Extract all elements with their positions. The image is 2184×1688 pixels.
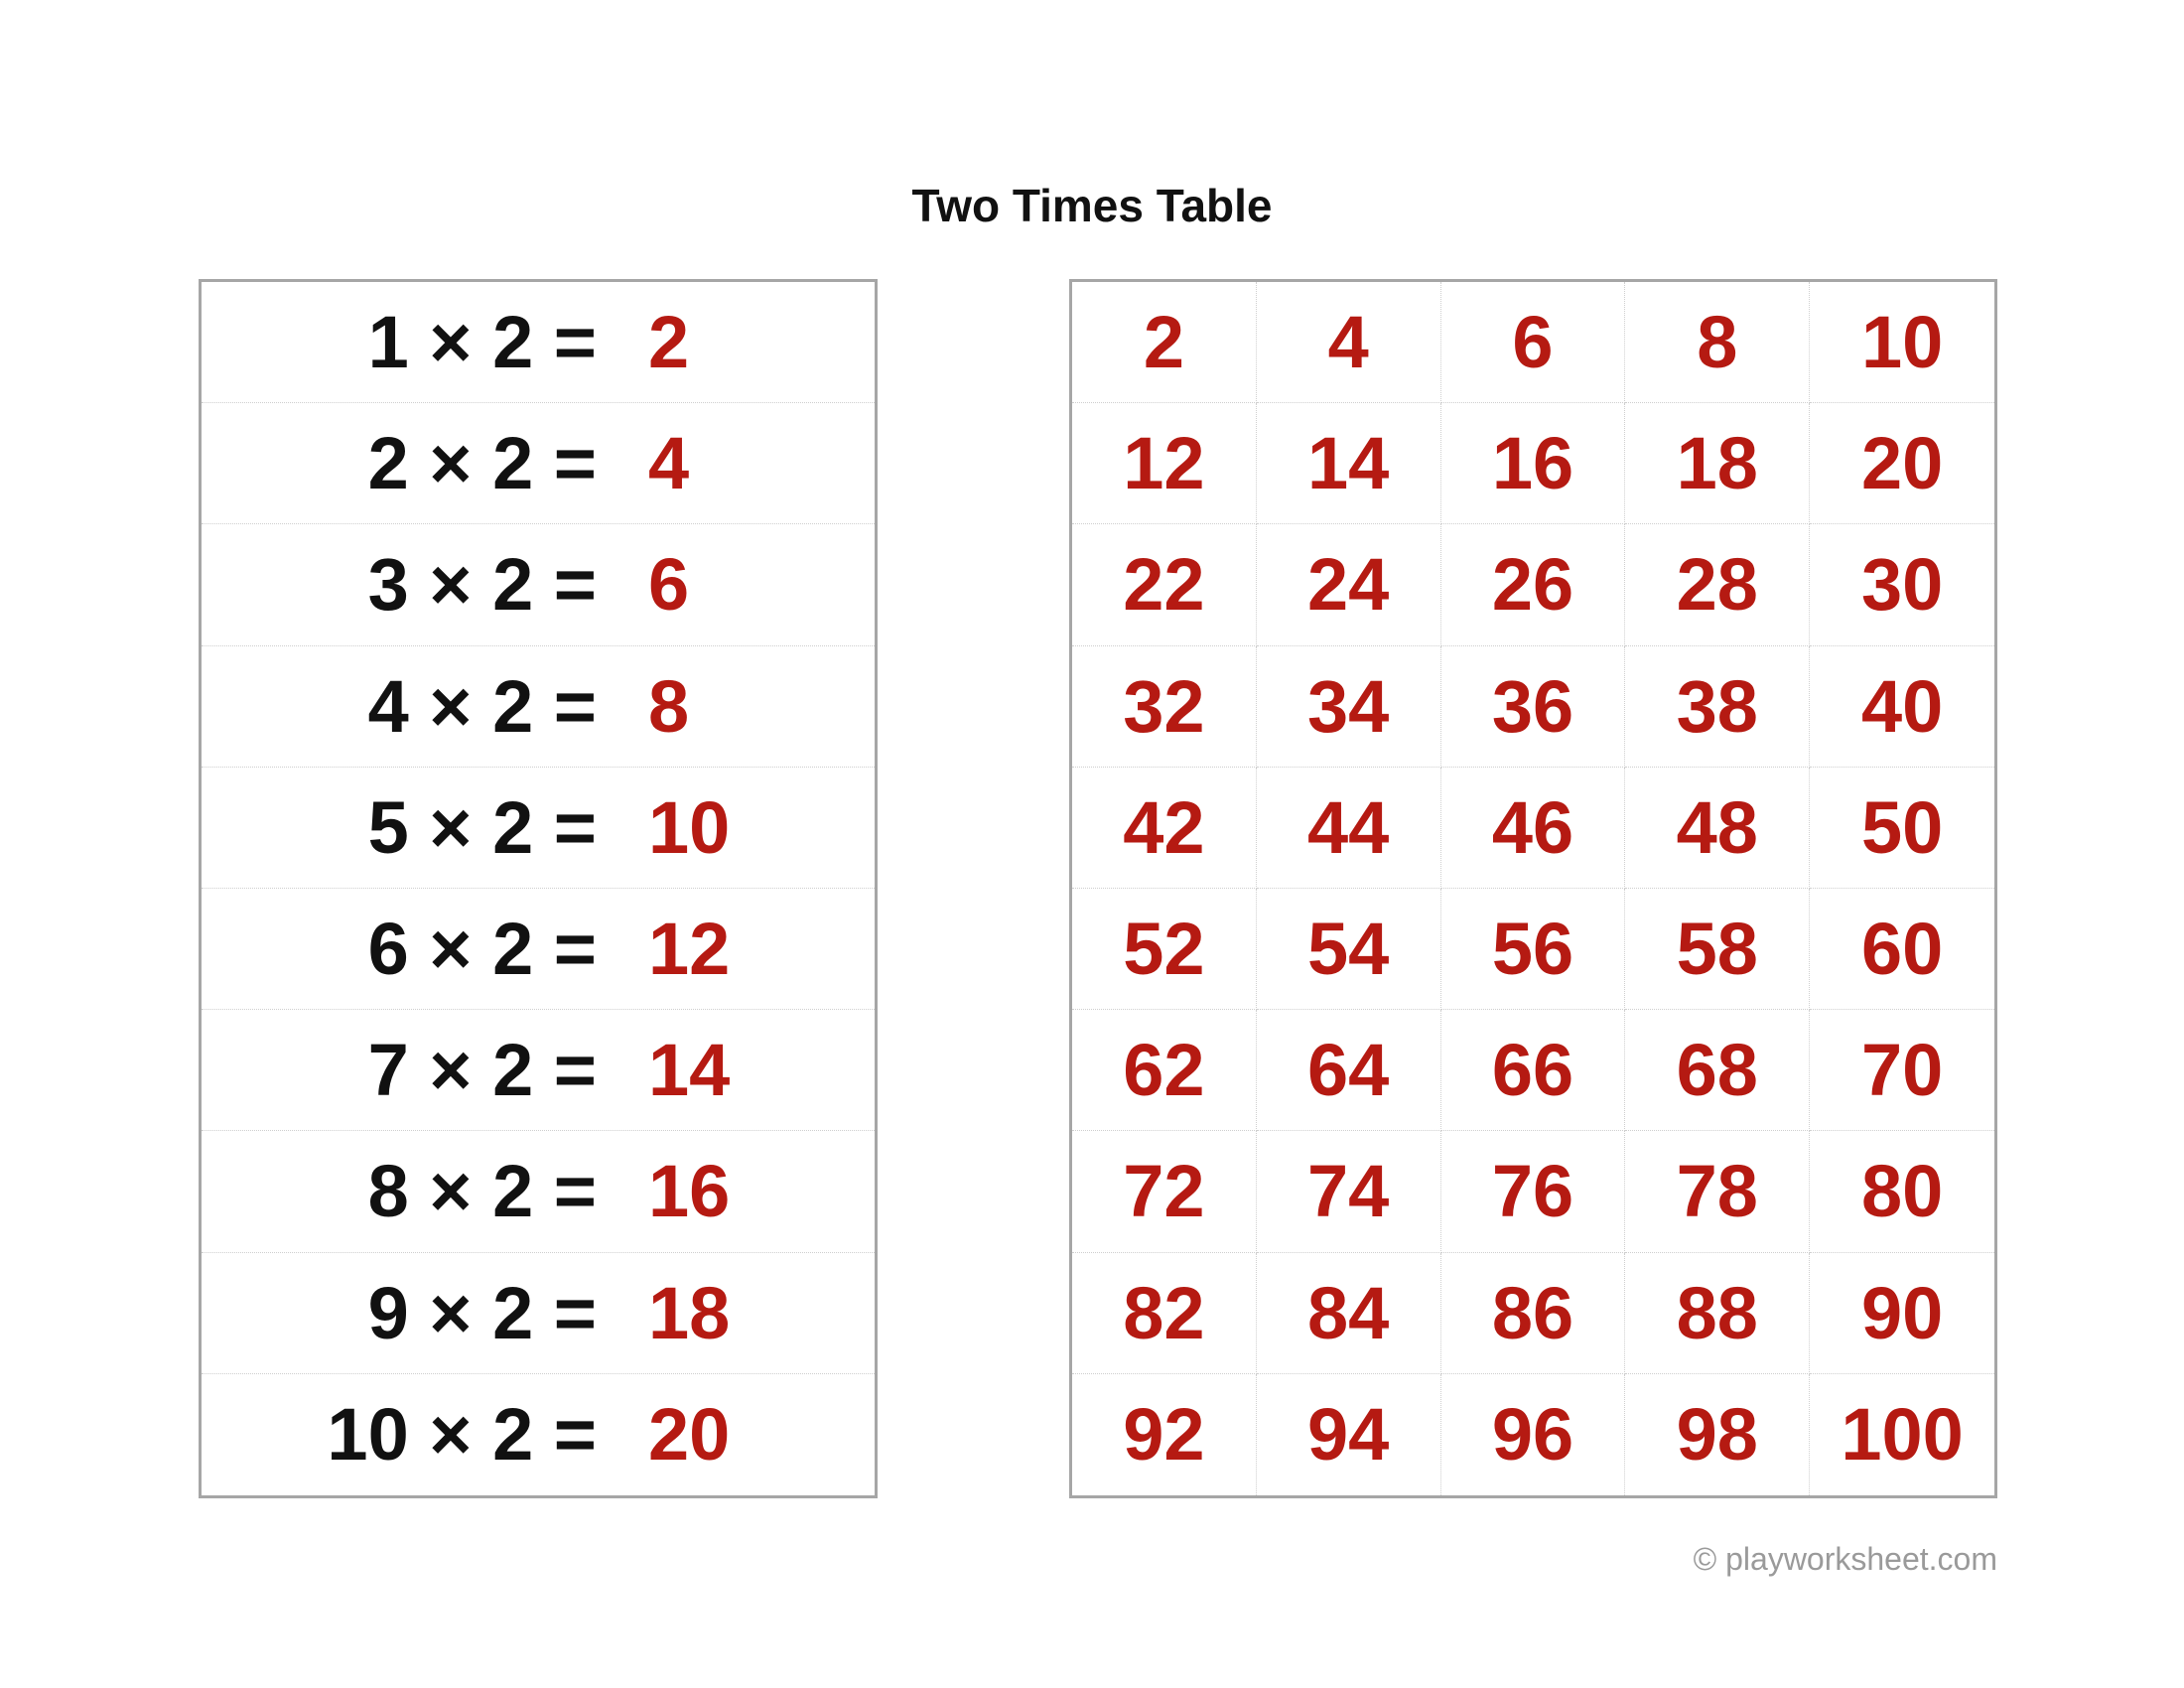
- grid-cell: 100: [1841, 1393, 1964, 1477]
- equation-table: [199, 279, 878, 1498]
- grid-cell: 30: [1810, 524, 1994, 645]
- grid-cell: 4: [1257, 282, 1441, 403]
- equation-result: 10: [648, 785, 731, 869]
- equation-expression: 9 × 2 =: [367, 1271, 597, 1354]
- grid-cell: 96: [1441, 1374, 1626, 1495]
- grid-cell: 70: [1810, 1010, 1994, 1131]
- equation-row: [202, 524, 875, 645]
- grid-cell: 42: [1072, 768, 1257, 889]
- equation-result: 20: [648, 1392, 731, 1476]
- grid-cell: 62: [1072, 1010, 1257, 1131]
- grid-cell: 24: [1257, 524, 1441, 645]
- grid-cell: 18: [1625, 403, 1810, 524]
- equation-expression: 2 × 2 =: [367, 422, 597, 505]
- grid-cell: 40: [1810, 646, 1994, 768]
- equation-row: [202, 403, 875, 524]
- equation-expression: 10 × 2 =: [327, 1392, 597, 1476]
- equation-result: 12: [648, 907, 731, 990]
- grid-cell: 86: [1441, 1253, 1626, 1374]
- grid-cell: 76: [1441, 1131, 1626, 1252]
- grid-cell: 50: [1810, 768, 1994, 889]
- grid-cell: 84: [1257, 1253, 1441, 1374]
- grid-cell: 68: [1625, 1010, 1810, 1131]
- grid-cell: 6: [1441, 282, 1626, 403]
- grid-cell: 74: [1257, 1131, 1441, 1252]
- equation-row: [202, 646, 875, 768]
- grid-cell: 36: [1441, 646, 1626, 768]
- grid-cell: 34: [1257, 646, 1441, 768]
- grid-cell: 66: [1441, 1010, 1626, 1131]
- grid-cell: 64: [1257, 1010, 1441, 1131]
- grid-cell: 52: [1072, 889, 1257, 1010]
- grid-cell: 46: [1441, 768, 1626, 889]
- grid-cell: 38: [1625, 646, 1810, 768]
- grid-cell: 48: [1625, 768, 1810, 889]
- grid-cell: 72: [1072, 1131, 1257, 1252]
- equation-row: [202, 1374, 875, 1495]
- equation-result: 18: [648, 1271, 731, 1354]
- equation-result: 16: [648, 1150, 731, 1233]
- grid-cell: 44: [1257, 768, 1441, 889]
- grid-cell: 10: [1810, 282, 1994, 403]
- copyright-footer: © playworksheet.com: [1693, 1541, 1997, 1577]
- equation-row: [202, 1010, 875, 1131]
- equation-result: 14: [648, 1029, 731, 1112]
- grid-cell: 32: [1072, 646, 1257, 768]
- grid-cell: 8: [1625, 282, 1810, 403]
- grid-cell: 80: [1810, 1131, 1994, 1252]
- equation-expression: 8 × 2 =: [367, 1150, 597, 1233]
- equation-expression: 3 × 2 =: [367, 543, 597, 627]
- grid-cell: 78: [1625, 1131, 1810, 1252]
- equation-result: 2: [648, 301, 690, 383]
- grid-cell: 94: [1257, 1374, 1441, 1495]
- grid-cell: 14: [1257, 403, 1441, 524]
- equation-result: 8: [648, 664, 690, 748]
- grid-cell: 16: [1441, 403, 1626, 524]
- equation-row: [202, 889, 875, 1010]
- grid-cell: 56: [1441, 889, 1626, 1010]
- grid-cell: 82: [1072, 1253, 1257, 1374]
- grid-cell: 2: [1072, 282, 1257, 403]
- grid-cell: 54: [1257, 889, 1441, 1010]
- grid-cell: 12: [1072, 403, 1257, 524]
- grid-cell: 88: [1625, 1253, 1810, 1374]
- page-title: Two Times Table: [911, 180, 1273, 231]
- grid-cell: 28: [1625, 524, 1810, 645]
- equation-expression: 7 × 2 =: [367, 1029, 597, 1112]
- grid-cell: 60: [1810, 889, 1994, 1010]
- equation-expression: 1 × 2 =: [367, 301, 597, 383]
- grid-cell: 92: [1072, 1374, 1257, 1495]
- equation-result: 4: [648, 422, 690, 505]
- equation-expression: 5 × 2 =: [367, 785, 597, 869]
- equation-row: [202, 1131, 875, 1252]
- equation-expression: 6 × 2 =: [367, 907, 597, 990]
- grid-cell: 98: [1625, 1374, 1810, 1495]
- grid-cell: 20: [1810, 403, 1994, 524]
- equation-expression: 4 × 2 =: [367, 664, 597, 748]
- equation-row: [202, 1253, 875, 1374]
- grid-cell: 22: [1072, 524, 1257, 645]
- equation-result: 6: [648, 543, 690, 627]
- grid-cell: 58: [1625, 889, 1810, 1010]
- equation-row: [202, 768, 875, 889]
- multiples-grid: [1069, 279, 1997, 1498]
- equation-row: [202, 282, 875, 403]
- grid-cell: 90: [1810, 1253, 1994, 1374]
- grid-cell: 26: [1441, 524, 1626, 645]
